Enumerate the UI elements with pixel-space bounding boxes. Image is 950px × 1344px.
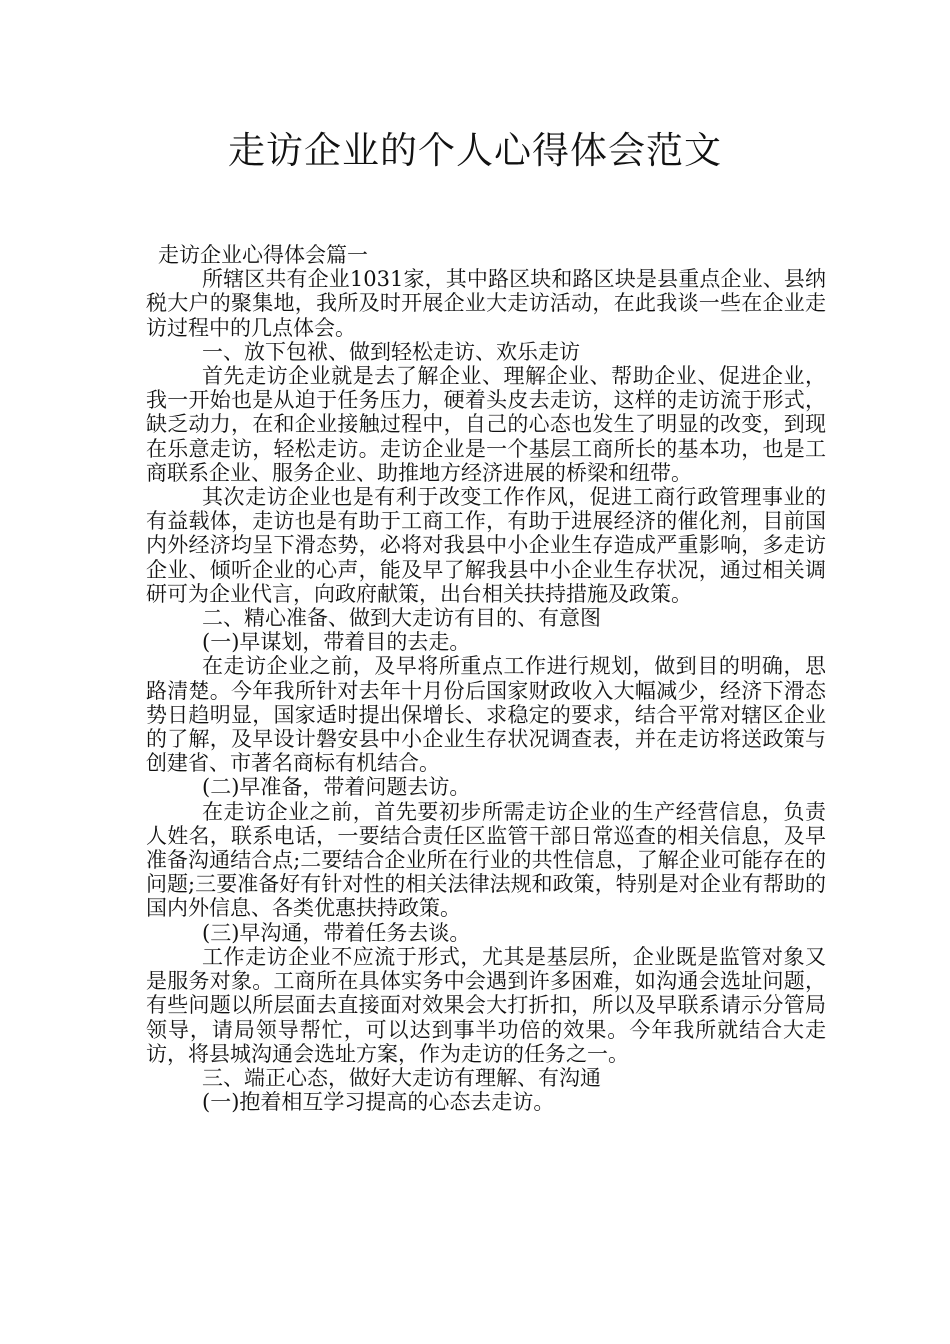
document-title: 走访企业的个人心得体会范文 — [228, 129, 722, 172]
paragraph: 工作走访企业不应流于形式，尤其是基层所，企业既是监管对象又是服务对象。工商所在具体实务中会遇到许多困难，如沟通会选址问题，有些问题以所层面去直接面对效果会大打折扣，所以及早联系请示分管局领导，请局领导帮忙，可以达到事半功倍的效果。今年我所就结合大走访，将县城沟通会选址方案，作为走访的任务之一。 — [146, 944, 826, 1066]
paragraph: 在走访企业之前，首先要初步所需走访企业的生产经营信息，负责人姓名，联系电话，一要结合责任区监管干部日常巡查的相关信息，及早准备沟通结合点;二要结合企业所在行业的共性信息，了解企业可能存在的问题;三要准备好有针对性的相关法律法规和政策，特别是对企业有帮助的国内外信息、各类优惠扶持政策。 — [146, 799, 826, 921]
section-heading: 走访企业心得体会篇一 — [158, 243, 368, 267]
paragraph: 其次走访企业也是有利于改变工作作风，促进工商行政管理事业的有益载体，走访也是有助于工商工作，有助于进展经济的催化剂，目前国内外经济均呈下滑态势，必将对我县中小企业生存造成严重影响，多走访企业、倾听企业的心声，能及早了解我县中小企业生存状况，通过相关调研可为企业代言，向政府献策，出台相关扶持措施及政策。 — [146, 485, 826, 606]
subheading: (一)抱着相互学习提高的心态去走访。 — [202, 1090, 555, 1115]
subheading: 三、端正心态，做好大走访有理解、有沟通 — [202, 1065, 601, 1090]
paragraph: 在走访企业之前，及早将所重点工作进行规划，做到目的明确，思路清楚。今年我所针对去年十月份后国家财政收入大幅减少，经济下滑态势日趋明显，国家适时提出保增长、求稳定的要求，结合平常对辖区企业的了解，及早设计磐安县中小企业生存状况调查表，并在走访将送政策与创建省、市著名商标有机结合。 — [146, 654, 826, 776]
subheading: 二、精心准备、做到大走访有目的、有意图 — [202, 606, 601, 631]
subheading: (一)早谋划，带着目的去走。 — [202, 630, 471, 655]
paragraph: 首先走访企业就是去了解企业、理解企业、帮助企业、促进企业，我一开始也是从迫于任务压力，硬着头皮去走访，这样的走访流于形式，缺乏动力，在和企业接触过程中，自己的心态也发生了明显的改变，到现在乐意走访，轻松走访。走访企业是一个基层工商所长的基本功，也是工商联系企业、服务企业、助推地方经济进展的桥梁和纽带。 — [146, 364, 826, 485]
subheading: (二)早准备，带着问题去访。 — [202, 775, 471, 800]
paragraph: 所辖区共有企业1031家，其中路区块和路区块是县重点企业、县纳税大户的聚集地，我所及时开展企业大走访活动，在此我谈一些在企业走访过程中的几点体会。 — [146, 267, 826, 340]
subheading: (三)早沟通，带着任务去谈。 — [202, 920, 471, 945]
subheading: 一、放下包袱、做到轻松走访、欢乐走访 — [202, 339, 580, 364]
document-body — [146, 243, 826, 1114]
